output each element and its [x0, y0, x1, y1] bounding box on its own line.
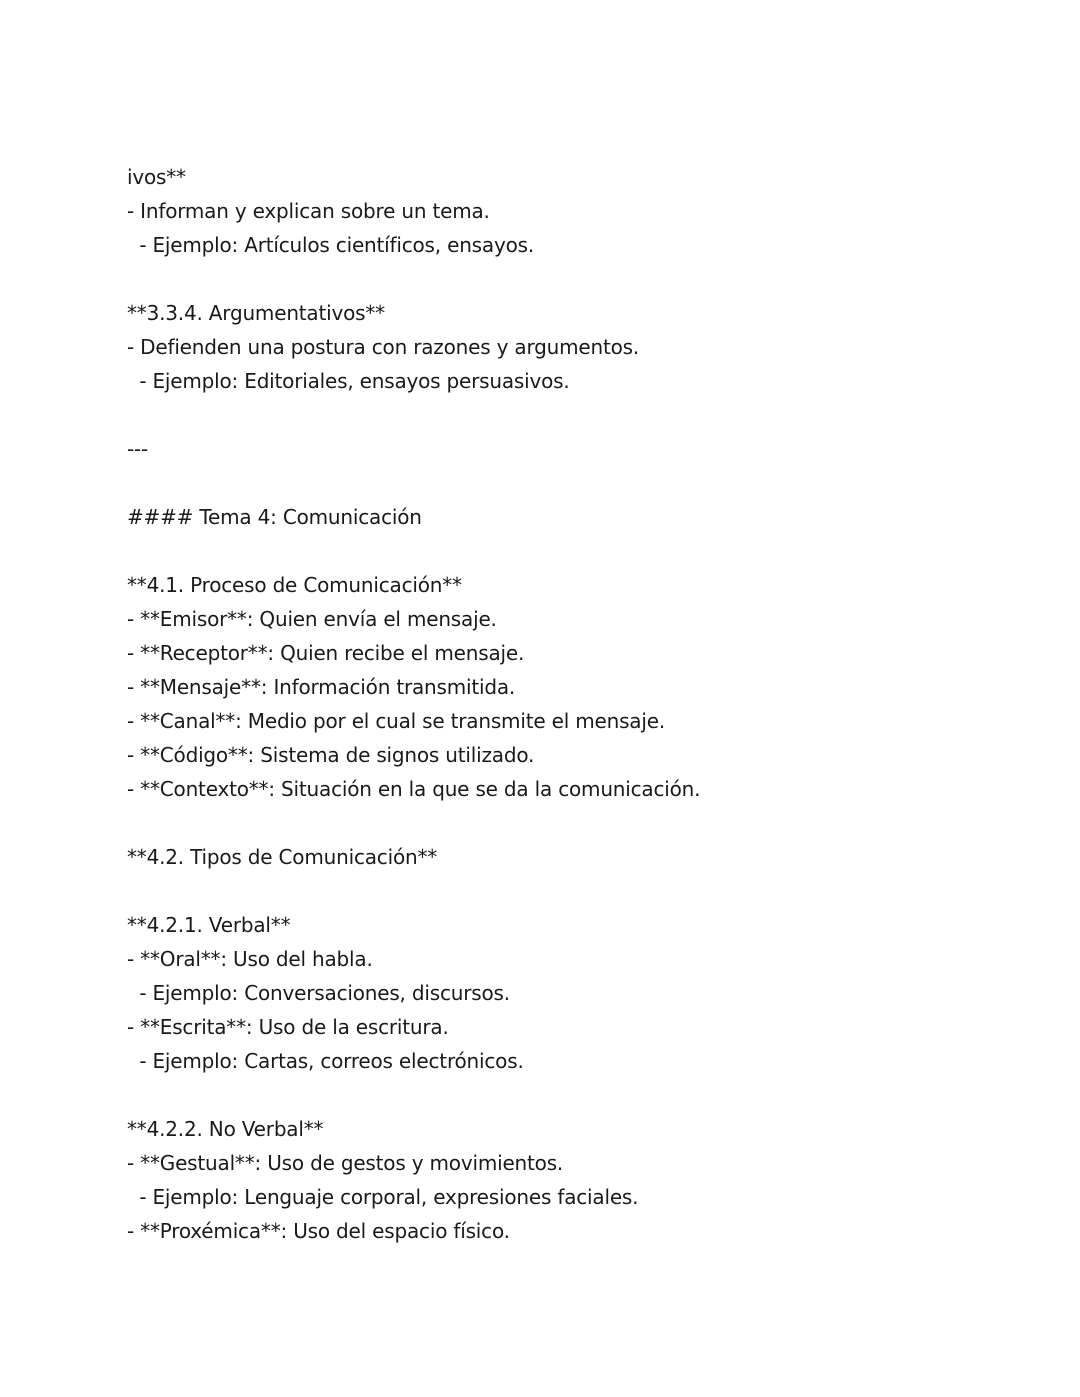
text-line: - Ejemplo: Lenguaje corporal, expresiones faciales. [127, 1185, 639, 1209]
section-heading: **4.2. Tipos de Comunicación** [127, 845, 438, 869]
text-line: - **Gestual**: Uso de gestos y movimientos. [127, 1151, 564, 1175]
blank-line [127, 1078, 1027, 1112]
topic-heading: #### Tema 4: Comunicación [127, 505, 422, 529]
text-line: ivos** [127, 165, 186, 189]
blank-line [127, 806, 1027, 840]
text-line: - **Código**: Sistema de signos utilizado. [127, 743, 535, 767]
text-line: - **Emisor**: Quien envía el mensaje. [127, 607, 497, 631]
text-line: - Defienden una postura con razones y argumentos. [127, 335, 640, 359]
blank-line [127, 874, 1027, 908]
document-body [127, 160, 1027, 1248]
text-line: - Ejemplo: Artículos científicos, ensayos. [127, 233, 535, 257]
blank-line [127, 466, 1027, 500]
blank-line [127, 534, 1027, 568]
text-line: - Ejemplo: Conversaciones, discursos. [127, 981, 510, 1005]
section-heading: **3.3.4. Argumentativos** [127, 301, 385, 325]
section-heading: **4.1. Proceso de Comunicación** [127, 573, 462, 597]
text-line: - **Escrita**: Uso de la escritura. [127, 1015, 449, 1039]
text-line: - Ejemplo: Editoriales, ensayos persuasivos. [127, 369, 570, 393]
text-line: - **Mensaje**: Información transmitida. [127, 675, 516, 699]
text-line: - Informan y explican sobre un tema. [127, 199, 490, 223]
text-line: - **Contexto**: Situación en la que se da la comunicación. [127, 777, 701, 801]
subsection-heading: **4.2.2. No Verbal** [127, 1117, 324, 1141]
text-line: - **Receptor**: Quien recibe el mensaje. [127, 641, 525, 665]
text-line: - **Canal**: Medio por el cual se transmite el mensaje. [127, 709, 665, 733]
blank-line [127, 262, 1027, 296]
blank-line [127, 398, 1027, 432]
horizontal-rule-text: --- [127, 437, 149, 461]
text-line: - Ejemplo: Cartas, correos electrónicos. [127, 1049, 524, 1073]
text-line: - **Oral**: Uso del habla. [127, 947, 373, 971]
text-line: - **Proxémica**: Uso del espacio físico. [127, 1219, 510, 1243]
subsection-heading: **4.2.1. Verbal** [127, 913, 291, 937]
